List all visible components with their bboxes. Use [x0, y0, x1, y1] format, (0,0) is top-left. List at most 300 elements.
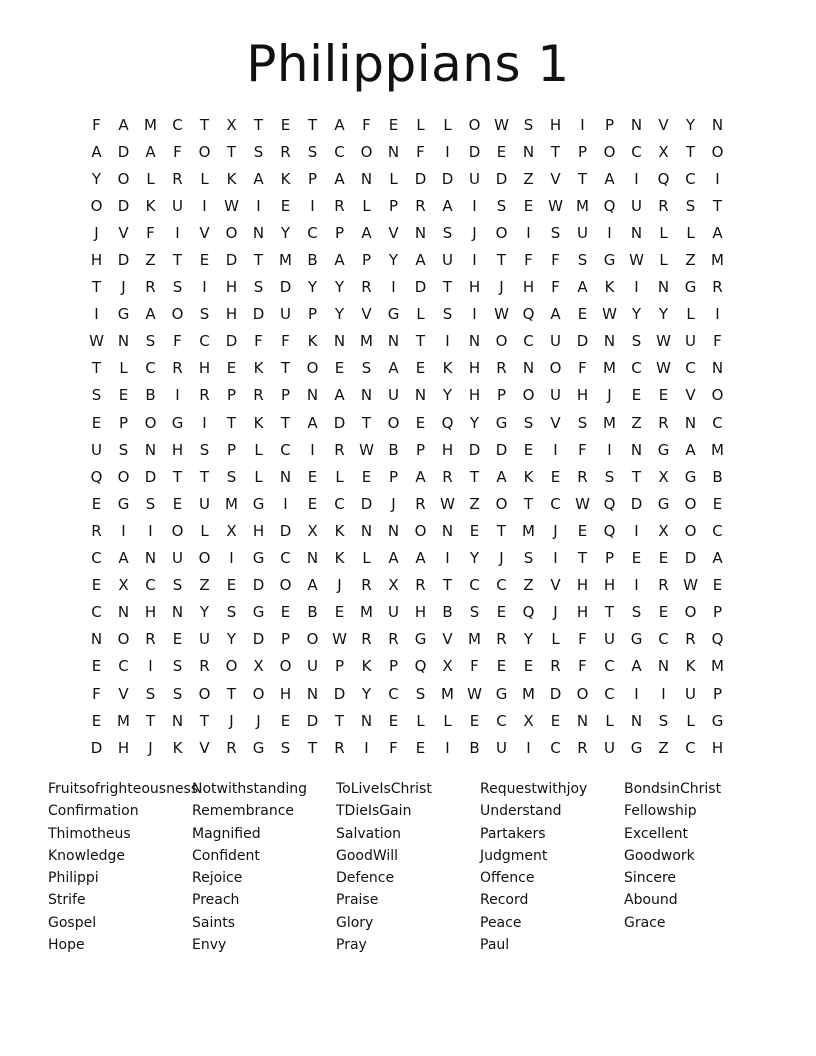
grid-letter[interactable]: S	[631, 603, 642, 622]
grid-letter[interactable]: I	[634, 576, 639, 595]
grid-letter[interactable]: L	[146, 169, 155, 188]
grid-letter[interactable]: X	[658, 521, 669, 540]
grid-letter[interactable]: S	[577, 413, 588, 432]
grid-letter[interactable]: S	[172, 657, 183, 676]
grid-letter[interactable]: F	[524, 251, 533, 270]
grid-letter[interactable]: Z	[685, 251, 696, 270]
grid-letter[interactable]: E	[172, 494, 183, 513]
grid-letter[interactable]: R	[361, 576, 372, 595]
grid-letter[interactable]: T	[577, 549, 588, 568]
grid-letter[interactable]: T	[604, 603, 615, 622]
grid-letter[interactable]: S	[145, 494, 156, 513]
grid-letter[interactable]: N	[468, 332, 481, 351]
grid-letter[interactable]: F	[281, 332, 290, 351]
grid-letter[interactable]: T	[226, 413, 237, 432]
grid-letter[interactable]: H	[198, 359, 211, 378]
grid-letter[interactable]: N	[387, 521, 400, 540]
grid-letter[interactable]: U	[172, 196, 183, 215]
grid-letter[interactable]: L	[254, 440, 263, 459]
grid-letter[interactable]: H	[576, 603, 589, 622]
grid-letter[interactable]: A	[118, 549, 129, 568]
grid-letter[interactable]: N	[333, 332, 346, 351]
grid-letter[interactable]: U	[550, 386, 561, 405]
grid-letter[interactable]: X	[658, 467, 669, 486]
grid-letter[interactable]: E	[469, 711, 480, 730]
grid-letter[interactable]: O	[495, 332, 508, 351]
grid-letter[interactable]: Y	[334, 278, 345, 297]
grid-letter[interactable]: E	[550, 711, 561, 730]
grid-letter[interactable]: N	[360, 386, 373, 405]
grid-letter[interactable]: E	[226, 576, 237, 595]
grid-letter[interactable]: S	[523, 413, 534, 432]
grid-letter[interactable]: E	[523, 657, 534, 676]
grid-letter[interactable]: P	[334, 223, 345, 242]
grid-letter[interactable]: C	[631, 142, 642, 161]
grid-letter[interactable]: G	[657, 494, 670, 513]
grid-letter[interactable]: V	[550, 169, 561, 188]
grid-letter[interactable]: P	[496, 386, 507, 405]
grid-letter[interactable]: J	[337, 576, 342, 595]
grid-letter[interactable]: E	[388, 115, 399, 134]
grid-letter[interactable]: S	[172, 684, 183, 703]
grid-letter[interactable]: N	[360, 521, 373, 540]
grid-letter[interactable]: D	[684, 549, 697, 568]
grid-letter[interactable]: G	[630, 630, 643, 649]
grid-letter[interactable]: C	[604, 684, 615, 703]
grid-letter[interactable]: E	[415, 359, 426, 378]
grid-letter[interactable]: J	[391, 494, 396, 513]
grid-letter[interactable]: O	[495, 494, 508, 513]
grid-letter[interactable]: S	[523, 115, 534, 134]
grid-letter[interactable]: Y	[523, 630, 534, 649]
grid-letter[interactable]: S	[145, 684, 156, 703]
grid-letter[interactable]: Z	[199, 576, 210, 595]
grid-letter[interactable]: T	[712, 196, 723, 215]
grid-letter[interactable]: E	[172, 630, 183, 649]
grid-letter[interactable]: T	[334, 711, 345, 730]
grid-letter[interactable]: D	[144, 467, 157, 486]
grid-letter[interactable]: V	[388, 223, 399, 242]
grid-letter[interactable]: D	[441, 169, 454, 188]
grid-letter[interactable]: L	[443, 115, 452, 134]
grid-letter[interactable]: F	[92, 684, 101, 703]
grid-letter[interactable]: A	[415, 467, 426, 486]
grid-letter[interactable]: Q	[90, 467, 103, 486]
grid-letter[interactable]: U	[388, 603, 399, 622]
grid-letter[interactable]: S	[361, 359, 372, 378]
grid-letter[interactable]: F	[389, 738, 398, 757]
grid-letter[interactable]: B	[469, 738, 480, 757]
grid-letter[interactable]: E	[658, 386, 669, 405]
grid-letter[interactable]: B	[388, 440, 399, 459]
grid-letter[interactable]: I	[310, 440, 315, 459]
grid-letter[interactable]: E	[388, 711, 399, 730]
grid-letter[interactable]: U	[388, 386, 399, 405]
grid-letter[interactable]: D	[117, 251, 130, 270]
grid-letter[interactable]: O	[198, 142, 211, 161]
grid-letter[interactable]: H	[144, 603, 157, 622]
grid-letter[interactable]: G	[117, 494, 130, 513]
grid-letter[interactable]: A	[145, 305, 156, 324]
grid-letter[interactable]: C	[334, 494, 345, 513]
grid-letter[interactable]: U	[199, 494, 210, 513]
grid-letter[interactable]: C	[334, 142, 345, 161]
grid-letter[interactable]: Y	[91, 169, 102, 188]
grid-letter[interactable]: E	[91, 711, 102, 730]
grid-letter[interactable]: T	[496, 521, 507, 540]
grid-letter[interactable]: O	[198, 549, 211, 568]
grid-letter[interactable]: T	[91, 359, 102, 378]
grid-letter[interactable]: L	[416, 711, 425, 730]
grid-letter[interactable]: S	[496, 196, 507, 215]
grid-letter[interactable]: B	[307, 603, 318, 622]
grid-letter[interactable]: U	[577, 223, 588, 242]
grid-letter[interactable]: E	[523, 440, 534, 459]
grid-letter[interactable]: V	[685, 386, 696, 405]
grid-letter[interactable]: S	[577, 251, 588, 270]
grid-letter[interactable]: A	[334, 169, 345, 188]
grid-letter[interactable]: E	[415, 738, 426, 757]
grid-letter[interactable]: N	[414, 386, 427, 405]
grid-letter[interactable]: S	[226, 467, 237, 486]
grid-letter[interactable]: P	[712, 684, 723, 703]
grid-letter[interactable]: A	[334, 251, 345, 270]
grid-letter[interactable]: E	[658, 603, 669, 622]
grid-letter[interactable]: I	[553, 440, 558, 459]
grid-letter[interactable]: V	[118, 684, 129, 703]
grid-letter[interactable]: D	[414, 169, 427, 188]
grid-letter[interactable]: A	[388, 359, 399, 378]
grid-letter[interactable]: F	[713, 332, 722, 351]
grid-letter[interactable]: I	[526, 223, 531, 242]
grid-letter[interactable]: O	[684, 603, 697, 622]
grid-letter[interactable]: F	[578, 440, 587, 459]
grid-letter[interactable]: R	[685, 630, 696, 649]
grid-letter[interactable]: E	[415, 413, 426, 432]
grid-letter[interactable]: N	[657, 278, 670, 297]
grid-letter[interactable]: O	[549, 359, 562, 378]
grid-letter[interactable]: Q	[657, 169, 670, 188]
grid-letter[interactable]: A	[118, 115, 129, 134]
grid-letter[interactable]: I	[634, 169, 639, 188]
grid-letter[interactable]: O	[306, 630, 319, 649]
grid-letter[interactable]: A	[712, 549, 723, 568]
grid-letter[interactable]: C	[280, 440, 291, 459]
grid-letter[interactable]: S	[604, 467, 615, 486]
grid-letter[interactable]: J	[553, 521, 558, 540]
grid-letter[interactable]: I	[148, 657, 153, 676]
grid-letter[interactable]: N	[630, 223, 643, 242]
grid-letter[interactable]: S	[145, 332, 156, 351]
grid-letter[interactable]: R	[145, 278, 156, 297]
grid-letter[interactable]: M	[360, 332, 373, 351]
grid-letter[interactable]: C	[172, 115, 183, 134]
grid-letter[interactable]: A	[685, 440, 696, 459]
grid-letter[interactable]: G	[117, 305, 130, 324]
grid-letter[interactable]: T	[523, 494, 534, 513]
grid-letter[interactable]: O	[252, 684, 265, 703]
grid-letter[interactable]: G	[684, 278, 697, 297]
grid-letter[interactable]: H	[90, 251, 103, 270]
grid-letter[interactable]: A	[496, 467, 507, 486]
grid-letter[interactable]: C	[685, 359, 696, 378]
grid-letter[interactable]: H	[468, 359, 481, 378]
grid-letter[interactable]: S	[469, 603, 480, 622]
grid-letter[interactable]: J	[148, 738, 153, 757]
grid-letter[interactable]: K	[442, 359, 453, 378]
grid-letter[interactable]: G	[603, 251, 616, 270]
grid-letter[interactable]: E	[469, 521, 480, 540]
grid-letter[interactable]: M	[468, 630, 481, 649]
grid-letter[interactable]: V	[550, 413, 561, 432]
grid-letter[interactable]: K	[253, 359, 264, 378]
grid-letter[interactable]: E	[712, 494, 723, 513]
grid-letter[interactable]: A	[334, 115, 345, 134]
grid-letter[interactable]: T	[685, 142, 696, 161]
grid-letter[interactable]: P	[307, 169, 318, 188]
grid-letter[interactable]: G	[711, 711, 724, 730]
grid-letter[interactable]: E	[334, 359, 345, 378]
grid-letter[interactable]: U	[550, 332, 561, 351]
grid-letter[interactable]: E	[307, 494, 318, 513]
grid-letter[interactable]: U	[469, 169, 480, 188]
grid-letter[interactable]: M	[711, 657, 724, 676]
grid-letter[interactable]: I	[526, 738, 531, 757]
grid-letter[interactable]: O	[522, 386, 535, 405]
grid-letter[interactable]: R	[496, 630, 507, 649]
grid-letter[interactable]: R	[334, 440, 345, 459]
grid-letter[interactable]: O	[495, 223, 508, 242]
grid-letter[interactable]: M	[522, 521, 535, 540]
grid-letter[interactable]: L	[605, 711, 614, 730]
grid-letter[interactable]: J	[607, 386, 612, 405]
grid-letter[interactable]: S	[172, 278, 183, 297]
grid-letter[interactable]: H	[711, 738, 724, 757]
grid-letter[interactable]: P	[415, 440, 426, 459]
grid-letter[interactable]: T	[307, 738, 318, 757]
grid-letter[interactable]: E	[199, 251, 210, 270]
grid-letter[interactable]: H	[225, 278, 238, 297]
grid-letter[interactable]: H	[576, 386, 589, 405]
grid-letter[interactable]: I	[175, 386, 180, 405]
grid-letter[interactable]: T	[253, 251, 264, 270]
grid-letter[interactable]: P	[712, 603, 723, 622]
grid-letter[interactable]: X	[226, 115, 237, 134]
grid-letter[interactable]: L	[659, 251, 668, 270]
grid-letter[interactable]: I	[445, 332, 450, 351]
grid-letter[interactable]: O	[225, 223, 238, 242]
grid-letter[interactable]: A	[577, 278, 588, 297]
grid-letter[interactable]: D	[279, 278, 292, 297]
grid-letter[interactable]: T	[307, 115, 318, 134]
grid-letter[interactable]: K	[145, 196, 156, 215]
grid-letter[interactable]: E	[118, 386, 129, 405]
grid-letter[interactable]: N	[144, 440, 157, 459]
grid-letter[interactable]: A	[415, 251, 426, 270]
grid-letter[interactable]: F	[254, 332, 263, 351]
grid-letter[interactable]: D	[333, 684, 346, 703]
grid-letter[interactable]: H	[468, 278, 481, 297]
grid-letter[interactable]: E	[577, 305, 588, 324]
grid-letter[interactable]: S	[442, 305, 453, 324]
grid-letter[interactable]: P	[280, 386, 291, 405]
grid-letter[interactable]: V	[550, 576, 561, 595]
grid-letter[interactable]: R	[415, 576, 426, 595]
grid-letter[interactable]: O	[711, 386, 724, 405]
grid-letter[interactable]: W	[440, 494, 455, 513]
grid-letter[interactable]: H	[252, 521, 265, 540]
grid-letter[interactable]: S	[118, 440, 129, 459]
grid-letter[interactable]: W	[467, 684, 482, 703]
grid-letter[interactable]: N	[360, 711, 373, 730]
grid-letter[interactable]: O	[225, 657, 238, 676]
grid-letter[interactable]: E	[631, 549, 642, 568]
grid-letter[interactable]: L	[254, 467, 263, 486]
grid-letter[interactable]: X	[388, 576, 399, 595]
grid-letter[interactable]: D	[252, 305, 265, 324]
grid-letter[interactable]: H	[117, 738, 130, 757]
grid-letter[interactable]: N	[360, 169, 373, 188]
grid-letter[interactable]: Q	[441, 413, 454, 432]
grid-letter[interactable]: M	[144, 115, 157, 134]
grid-letter[interactable]: F	[551, 278, 560, 297]
grid-letter[interactable]: P	[334, 657, 345, 676]
grid-letter[interactable]: X	[226, 521, 237, 540]
grid-letter[interactable]: I	[607, 223, 612, 242]
grid-letter[interactable]: T	[280, 413, 291, 432]
grid-letter[interactable]: N	[117, 603, 130, 622]
grid-letter[interactable]: S	[253, 278, 264, 297]
grid-letter[interactable]: O	[603, 142, 616, 161]
grid-letter[interactable]: T	[253, 115, 264, 134]
grid-letter[interactable]: B	[442, 603, 453, 622]
grid-letter[interactable]: Y	[442, 386, 453, 405]
grid-letter[interactable]: I	[715, 169, 720, 188]
grid-letter[interactable]: D	[279, 521, 292, 540]
grid-letter[interactable]: O	[684, 521, 697, 540]
grid-letter[interactable]: L	[362, 196, 371, 215]
grid-letter[interactable]: E	[91, 494, 102, 513]
grid-letter[interactable]: N	[387, 332, 400, 351]
grid-letter[interactable]: C	[496, 711, 507, 730]
grid-letter[interactable]: B	[145, 386, 156, 405]
grid-letter[interactable]: Z	[631, 413, 642, 432]
grid-letter[interactable]: Y	[388, 251, 399, 270]
grid-letter[interactable]: I	[715, 305, 720, 324]
grid-letter[interactable]: Y	[685, 115, 696, 134]
grid-letter[interactable]: L	[686, 305, 695, 324]
grid-letter[interactable]: K	[334, 521, 345, 540]
grid-letter[interactable]: I	[445, 549, 450, 568]
grid-letter[interactable]: I	[553, 549, 558, 568]
grid-letter[interactable]: A	[145, 142, 156, 161]
grid-letter[interactable]: J	[94, 223, 99, 242]
grid-letter[interactable]: I	[148, 521, 153, 540]
grid-letter[interactable]: C	[496, 576, 507, 595]
grid-letter[interactable]: S	[658, 711, 669, 730]
grid-letter[interactable]: J	[229, 711, 234, 730]
grid-letter[interactable]: O	[279, 657, 292, 676]
grid-letter[interactable]: V	[442, 630, 453, 649]
grid-letter[interactable]: P	[388, 196, 399, 215]
grid-letter[interactable]: F	[416, 142, 425, 161]
grid-letter[interactable]: R	[91, 521, 102, 540]
grid-letter[interactable]: T	[496, 251, 507, 270]
grid-letter[interactable]: E	[550, 467, 561, 486]
grid-letter[interactable]: T	[172, 251, 183, 270]
grid-letter[interactable]: R	[658, 413, 669, 432]
grid-letter[interactable]: K	[172, 738, 183, 757]
grid-letter[interactable]: E	[280, 711, 291, 730]
grid-letter[interactable]: I	[256, 196, 261, 215]
grid-letter[interactable]: M	[360, 603, 373, 622]
grid-letter[interactable]: D	[360, 494, 373, 513]
grid-letter[interactable]: T	[199, 711, 210, 730]
grid-letter[interactable]: K	[685, 657, 696, 676]
grid-letter[interactable]: R	[415, 196, 426, 215]
grid-letter[interactable]: L	[659, 223, 668, 242]
grid-letter[interactable]: Y	[307, 278, 318, 297]
grid-letter[interactable]: C	[145, 576, 156, 595]
grid-letter[interactable]: C	[631, 359, 642, 378]
grid-letter[interactable]: O	[117, 169, 130, 188]
grid-letter[interactable]: J	[499, 549, 504, 568]
grid-letter[interactable]: N	[144, 549, 157, 568]
grid-letter[interactable]: Q	[414, 657, 427, 676]
grid-letter[interactable]: Y	[226, 630, 237, 649]
grid-letter[interactable]: P	[604, 115, 615, 134]
grid-letter[interactable]: N	[279, 467, 292, 486]
grid-letter[interactable]: O	[117, 630, 130, 649]
grid-letter[interactable]: N	[522, 142, 535, 161]
grid-letter[interactable]: Q	[711, 630, 724, 649]
grid-letter[interactable]: M	[225, 494, 238, 513]
grid-letter[interactable]: T	[631, 467, 642, 486]
grid-letter[interactable]: N	[171, 603, 184, 622]
grid-letter[interactable]: S	[631, 332, 642, 351]
grid-letter[interactable]: R	[199, 386, 210, 405]
grid-letter[interactable]: X	[307, 521, 318, 540]
grid-letter[interactable]: W	[602, 305, 617, 324]
grid-letter[interactable]: R	[280, 142, 291, 161]
grid-letter[interactable]: A	[253, 169, 264, 188]
grid-letter[interactable]: I	[634, 521, 639, 540]
grid-letter[interactable]: F	[362, 115, 371, 134]
grid-letter[interactable]: R	[550, 657, 561, 676]
grid-letter[interactable]: A	[631, 657, 642, 676]
grid-letter[interactable]: C	[550, 738, 561, 757]
grid-letter[interactable]: N	[711, 359, 724, 378]
grid-letter[interactable]: G	[171, 413, 184, 432]
grid-letter[interactable]: N	[630, 711, 643, 730]
grid-letter[interactable]: S	[199, 440, 210, 459]
grid-letter[interactable]: R	[442, 467, 453, 486]
grid-letter[interactable]: O	[144, 413, 157, 432]
grid-letter[interactable]: U	[604, 738, 615, 757]
grid-letter[interactable]: T	[199, 467, 210, 486]
grid-letter[interactable]: R	[712, 278, 723, 297]
grid-letter[interactable]: F	[470, 657, 479, 676]
grid-letter[interactable]: F	[578, 359, 587, 378]
grid-letter[interactable]: L	[551, 630, 560, 649]
grid-letter[interactable]: T	[577, 169, 588, 188]
grid-letter[interactable]: D	[333, 413, 346, 432]
grid-letter[interactable]: G	[657, 440, 670, 459]
grid-letter[interactable]: N	[252, 223, 265, 242]
grid-letter[interactable]: R	[253, 386, 264, 405]
grid-letter[interactable]: I	[202, 413, 207, 432]
grid-letter[interactable]: E	[280, 115, 291, 134]
